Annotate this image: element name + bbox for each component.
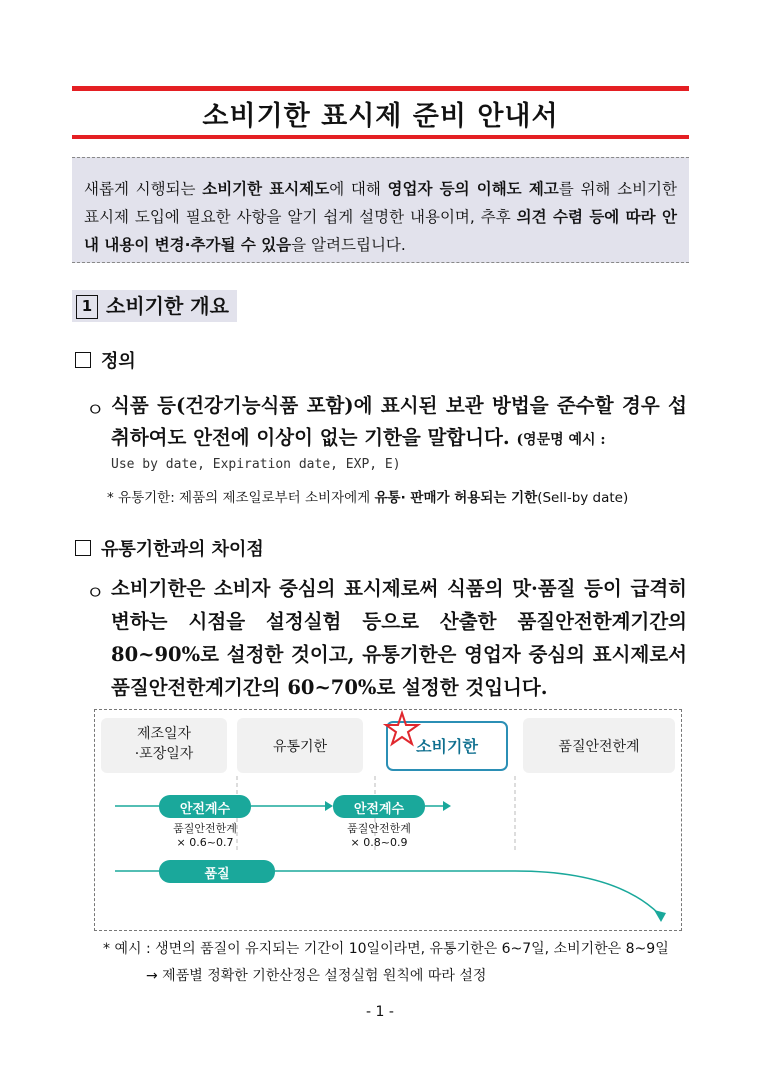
notice-text: 에 대해 xyxy=(329,180,388,198)
bottom-red-rule xyxy=(72,135,689,139)
column-label-line: 제조일자 xyxy=(136,726,192,742)
notice-text: 를 위해 소비기한 표시제 도입에 필요한 사항을 알기 쉽게 설명한 내용이며, 추후 xyxy=(84,180,677,226)
definition-heading-text: 정의 xyxy=(101,351,136,372)
shelf-life-diagram xyxy=(94,709,682,931)
note-text: (Sell-by date) xyxy=(537,490,629,506)
notice-bold: 소비기한 표시제도 xyxy=(202,180,330,198)
factor-desc-line: 품질안전한계 xyxy=(173,822,237,835)
notice-bold: 의견 수렴 등에 따라 안내 내용이 변경·추가될 수 있음 xyxy=(84,208,677,254)
notice-text: 을 알려드립니다. xyxy=(291,236,406,254)
arrow-head-icon xyxy=(443,801,451,811)
footnote-example: * 예시 : 생면의 품질이 유지되는 기간이 10일이라면, 유통기한은 6~7일, 소비기한은 8~9일 xyxy=(103,941,669,957)
notice-text: 새롭게 시행되는 xyxy=(84,180,203,198)
circle-bullet-icon: ㅇ xyxy=(86,582,105,604)
square-bullet-icon xyxy=(75,352,91,368)
note-bold: 유통· 판매가 허용되는 기한 xyxy=(374,490,538,506)
top-red-rule xyxy=(72,86,689,91)
arrow-head-icon xyxy=(325,801,333,811)
safety-factor-label-1: 안전계수 xyxy=(179,802,231,817)
note-text: * 유통기한: 제품의 제조일로부터 소비자에게 xyxy=(107,490,375,506)
quality-curve xyxy=(275,871,659,914)
factor-desc-line: × 0.6~0.7 xyxy=(176,836,234,849)
example-values: Use by date, Expiration date, EXP, E) xyxy=(111,457,401,472)
factor-desc-line: 품질안전한계 xyxy=(347,822,411,835)
column-label-quality-limit: 품질안전한계 xyxy=(558,739,640,755)
notice-bold: 영업자 등의 이해도 제고 xyxy=(387,180,559,198)
difference-heading-text: 유통기한과의 차이점 xyxy=(101,539,264,560)
definition-text: 식품 등(건강기능식품 포함)에 표시된 보관 방법을 준수할 경우 섭취하여도 안전에 이상이 없는 기한을 말합니다. xyxy=(111,394,687,449)
safety-factor-desc-1 xyxy=(149,822,261,850)
column-label-production xyxy=(101,724,227,764)
square-bullet-icon xyxy=(75,540,91,556)
column-label-sellby: 유통기한 xyxy=(272,739,328,755)
definition-paragraph xyxy=(111,390,687,456)
example-label: (영문명 예시 : xyxy=(516,432,606,448)
safety-factor-desc-2 xyxy=(323,822,435,850)
page-number: - 1 - xyxy=(366,1004,394,1020)
arrow-head-icon xyxy=(654,910,666,922)
circle-bullet-icon: ㅇ xyxy=(86,399,105,421)
safety-factor-label-2: 안전계수 xyxy=(353,802,405,817)
section-heading xyxy=(72,290,237,322)
document-title: 소비기한 표시제 준비 안내서 xyxy=(202,101,559,132)
difference-heading xyxy=(75,535,264,561)
quality-label: 품질 xyxy=(204,867,230,882)
notice-box xyxy=(72,157,689,263)
section-number: 1 xyxy=(76,295,98,319)
definition-heading xyxy=(75,347,136,373)
section-title: 소비기한 개요 xyxy=(106,294,229,318)
difference-paragraph: 소비기한은 소비자 중심의 표시제로써 식품의 맛·품질 등이 급격히 변하는 시점을 설정실험 등으로 산출한 품질안전한계기간의 80~90%로 설정한 것이고, 유통기한은 영업자 중심의 표시제로서 품질안전한계기간의 60~70%로 설정한 것입니다. xyxy=(111,577,687,699)
footnote-arrow-note: → 제품별 정확한 기한산정은 설정실험 원칙에 따라 설정 xyxy=(146,968,487,984)
column-label-useby: 소비기한 xyxy=(416,737,478,756)
factor-desc-line: × 0.8~0.9 xyxy=(350,836,408,849)
column-label-line: ·포장일자 xyxy=(134,746,194,762)
definition-note xyxy=(107,486,628,506)
